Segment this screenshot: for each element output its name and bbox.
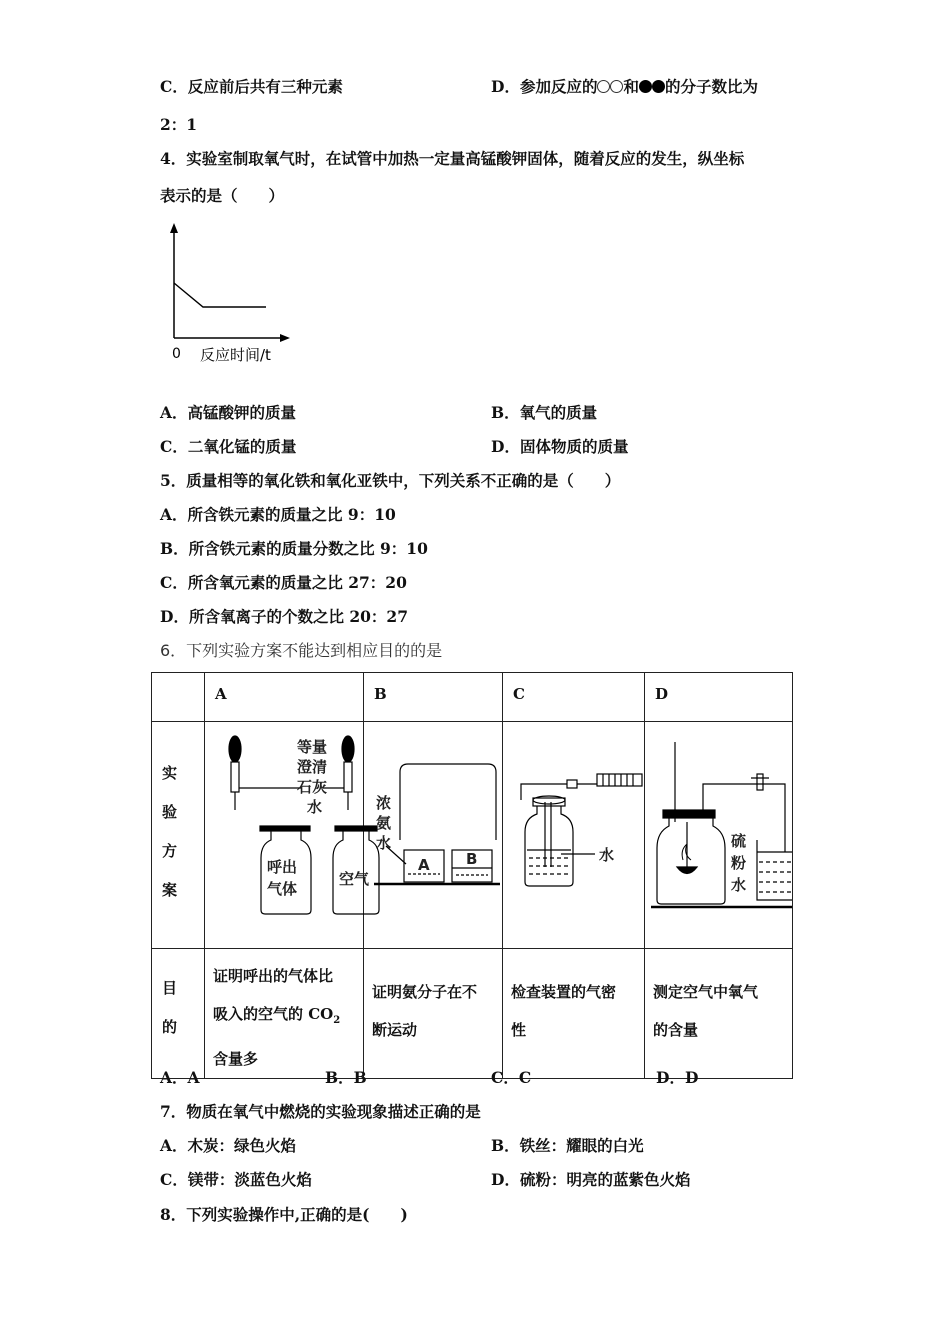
- q5-option-d: D．所含氧离子的个数之比 20：27: [160, 607, 408, 626]
- purpose-b-line: 断运动: [372, 1021, 418, 1039]
- q7-stem: 7．物质在氧气中燃烧的实验现象描述正确的是: [160, 1102, 481, 1121]
- q6-header-a: A: [205, 673, 364, 722]
- label-char: 目: [162, 979, 178, 997]
- purpose-a-line: 证明呼出的气体比: [213, 967, 334, 985]
- purpose-b-line: 证明氨分子在不: [372, 983, 478, 1001]
- q4-graph-curve: [174, 283, 266, 307]
- q5-option-c: C．所含氧元素的质量之比 27：20: [160, 573, 407, 592]
- q4-graph-origin: 0: [172, 346, 181, 362]
- purpose-c-line: 检查装置的气密: [511, 983, 617, 1001]
- purpose-a-co2: 吸入的空气的 CO: [213, 1005, 334, 1023]
- q6-diagram-d: [645, 722, 793, 949]
- q6-answer-d: D．D: [656, 1068, 699, 1087]
- q6-answer-a: A．A: [160, 1068, 200, 1087]
- q6-diagram-c: [503, 722, 645, 949]
- black-molecule-icon: [639, 77, 665, 96]
- label-char: 验: [162, 803, 178, 821]
- purpose-d-line: 测定空气中氧气: [653, 983, 759, 1001]
- q5-option-a: A．所含铁元素的质量之比 9：10: [160, 505, 396, 524]
- label-char: 的: [162, 1018, 178, 1036]
- purpose-d-line: 的含量: [653, 1021, 699, 1039]
- q6-purpose-a: [205, 949, 364, 1079]
- label-char: 实: [162, 764, 178, 782]
- q8-stem: 8．下列实验操作中,正确的是( ): [160, 1205, 408, 1224]
- diagram-b-beaker-b: B: [466, 850, 478, 868]
- diagram-b-label: 氨: [376, 814, 392, 832]
- q4-option-b: B．氧气的质量: [491, 403, 598, 422]
- diagram-a-label: 石灰: [297, 778, 328, 796]
- purpose-c-line: 性: [511, 1021, 527, 1039]
- q6-diagram-b: [364, 722, 503, 949]
- q6-purpose-c: [503, 949, 645, 1079]
- q4-stem-line2: 表示的是（ ）: [160, 186, 285, 205]
- q4-option-c: C．二氧化锰的质量: [160, 437, 297, 456]
- q7-option-c: C．镁带：淡蓝色火焰: [160, 1170, 312, 1189]
- diagram-a-bottle2-label: 空气: [339, 870, 370, 888]
- q4-graph-xlabel: 反应时间/t: [200, 346, 271, 364]
- q6-table: [151, 672, 793, 1079]
- diagram-b-label: 水: [376, 834, 392, 852]
- q5-stem: 5．质量相等的氧化铁和氧化亚铁中，下列关系不正确的是（ ）: [160, 471, 621, 490]
- q6-stem: 6．下列实验方案不能达到相应目的的是: [160, 641, 443, 660]
- diagram-a-label: 澄清: [297, 758, 328, 776]
- label-char: 方: [162, 842, 178, 860]
- label-char: 案: [162, 881, 178, 899]
- q6-diagram-a: [205, 722, 370, 949]
- q7-option-a: A．木炭：绿色火焰: [160, 1136, 297, 1155]
- q3-option-d: [491, 77, 758, 97]
- diagram-d-label: 粉: [731, 854, 747, 872]
- q7-option-d: D．硫粉：明亮的蓝紫色火焰: [491, 1170, 691, 1189]
- q3-option-d-suffix: 的分子数比为: [664, 77, 758, 96]
- q4-option-a: A．高锰酸钾的质量: [160, 403, 297, 422]
- q6-header-b: B: [364, 673, 503, 722]
- q3-option-d-prefix: D．参加反应的: [491, 77, 598, 96]
- q5-option-b: B．所含铁元素的质量分数之比 9：10: [160, 539, 428, 558]
- q6-header-d: D: [645, 673, 793, 722]
- diagram-d-label: 硫: [731, 832, 747, 850]
- diagram-c-label: 水: [599, 846, 615, 864]
- purpose-a-subscript: 2: [333, 1015, 341, 1026]
- diagram-b-label: 浓: [376, 794, 392, 812]
- q3-option-d-tail: 2：1: [160, 115, 198, 134]
- q4-graph: [158, 220, 298, 370]
- diagram-a-bottle1-label: 气体: [267, 880, 298, 898]
- q6-row-purpose-label: [152, 949, 205, 1079]
- diagram-b-beaker-a: A: [418, 856, 430, 874]
- diagram-a-bottle1-label: 呼出: [267, 858, 298, 876]
- white-molecule-icon: [597, 77, 623, 96]
- q6-answer-b: B．B: [325, 1068, 367, 1087]
- purpose-a-line: 含量多: [213, 1050, 259, 1068]
- diagram-d-label: 水: [731, 876, 747, 894]
- purpose-a-line: [213, 995, 357, 1040]
- diagram-a-label: 水: [307, 798, 323, 816]
- q6-answer-c: C．C: [491, 1068, 532, 1087]
- diagram-a-label: 等量: [297, 738, 328, 756]
- q6-purpose-d: [645, 949, 793, 1079]
- q3-option-c: C．反应前后共有三种元素: [160, 77, 343, 96]
- q7-option-b: B．铁丝：耀眼的白光: [491, 1136, 644, 1155]
- q4-stem-line1: 4．实验室制取氧气时，在试管中加热一定量高锰酸钾固体，随着反应的发生，纵坐标: [160, 149, 745, 168]
- q3-option-d-mid: 和: [623, 77, 639, 96]
- q6-purpose-b: [364, 949, 503, 1079]
- q6-header-blank: [152, 673, 205, 722]
- q6-row-scheme-label: [152, 722, 205, 949]
- q6-header-c: C: [503, 673, 645, 722]
- q4-option-d: D．固体物质的质量: [491, 437, 629, 456]
